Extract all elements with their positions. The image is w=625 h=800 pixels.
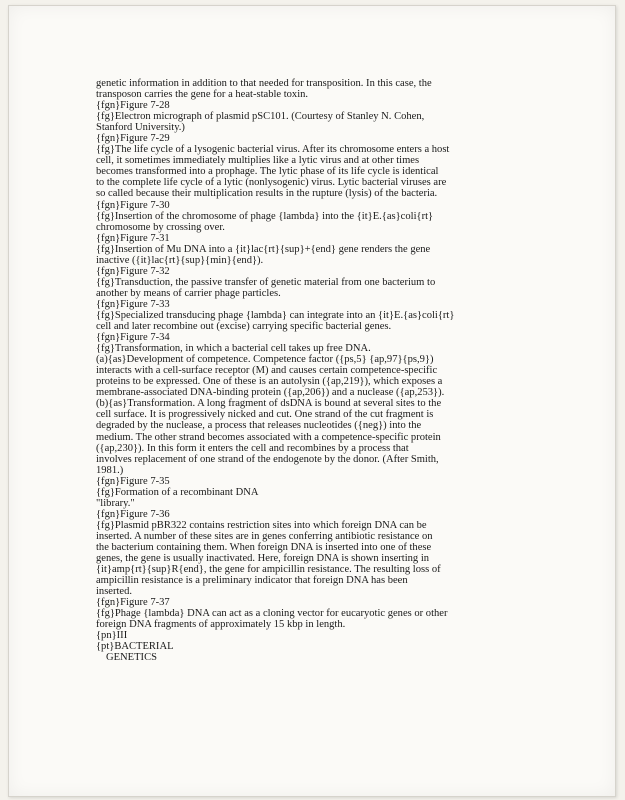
text-line: degraded by the nuclease, a process that releases nucleotides ({neg}) into the — [96, 420, 422, 432]
part-number: {pn}III — [96, 630, 128, 642]
text-line: chromosome by crossing over. — [96, 221, 225, 233]
text-line: inserted. A number of these sites are in genes conferring antibiotic resistance on — [96, 530, 433, 542]
text-line: medium. The other strand becomes associated with a competence-specific protein — [96, 431, 441, 443]
text-line: interacts with a cell-surface receptor (M) and causes certain competence-specific — [96, 365, 438, 377]
text-line: cell and later recombine out (excise) carrying specific bacterial genes. — [96, 321, 392, 333]
figure-caption: {fg}Specialized transducing phage {lambda} can integrate into an {it}E.{as}coli{rt} — [96, 309, 455, 321]
figure-number: {fgn}Figure 7-34 — [96, 332, 170, 344]
figure-number: {fgn}Figure 7-30 — [96, 199, 170, 211]
figure-caption: {fg}Insertion of Mu DNA into a {it}lac{rt}{sup}+{end} gene renders the gene — [96, 243, 431, 255]
text-line: inactive ({it}lac{rt}{sup}{min}{end}). — [96, 254, 264, 266]
document-text — [96, 78, 511, 663]
text-line: "library." — [96, 497, 135, 509]
part-title: {pt}BACTERIAL — [96, 641, 174, 653]
text-line: so called because their multiplication results in the rupture (lysis) of the bacteria. — [96, 188, 438, 200]
figure-number: {fgn}Figure 7-31 — [96, 232, 170, 244]
text-line: the bacterium containing them. When foreign DNA is inserted into one of these — [96, 541, 432, 553]
text-line: inserted. — [96, 586, 133, 598]
text-line: foreign DNA fragments of approximately 15 kbp in length. — [96, 619, 346, 631]
figure-caption: {fg}Insertion of the chromosome of phage {lambda} into the {it}E.{as}coli{rt} — [96, 210, 434, 222]
figure-caption: {fg}Transduction, the passive transfer of genetic material from one bacterium to — [96, 276, 436, 288]
text-line: cell surface. It is progressively nicked and cut. One strand of the cut fragment is — [96, 409, 434, 421]
part-title: GENETICS — [106, 652, 157, 664]
text-line: (a){as}Development of competence. Competence factor ({ps,5} {ap,97}{ps,9}) — [96, 354, 434, 366]
text-line: Stanford University.) — [96, 122, 185, 134]
text-line: another by means of carrier phage particles. — [96, 287, 281, 299]
text-line: cell, it sometimes immediately multiplies like a lytic virus and at other times — [96, 155, 420, 167]
text-line: membrane-associated DNA-binding protein ({ap,206}) and a nuclease ({ap,253}). — [96, 387, 445, 399]
text-line: ({ap,230}). In this form it enters the cell and recombines by a process that — [96, 442, 409, 454]
figure-caption: {fg}Transformation, in which a bacterial cell takes up free DNA. — [96, 343, 371, 355]
figure-caption: {fg}The life cycle of a lysogenic bacterial virus. After its chromosome enters a host — [96, 144, 450, 156]
figure-caption: {fg}Formation of a recombinant DNA — [96, 486, 259, 498]
figure-number: {fgn}Figure 7-35 — [96, 475, 170, 487]
text-line: ampicillin resistance is a preliminary indicator that foreign DNA has been — [96, 575, 408, 587]
text-line: genes, the gene is usually inactivated. Here, foreign DNA is shown inserting in — [96, 553, 430, 565]
figure-number: {fgn}Figure 7-29 — [96, 133, 170, 145]
text-line: transposon carries the gene for a heat-stable toxin. — [96, 89, 309, 101]
text-line: proteins to be expressed. One of these is an autolysin ({ap,219}), which exposes a — [96, 376, 443, 388]
text-line: {it}amp{rt}{sup}R{end}, the gene for ampicillin resistance. The resulting loss of — [96, 564, 441, 576]
text-line: (b){as}Transformation. A long fragment of dsDNA is bound at several sites to the — [96, 398, 442, 410]
text-line: involves replacement of one strand of the endogenote by the donor. (After Smith, — [96, 453, 439, 465]
text-line: to the complete life cycle of a lytic (nonlysogenic) virus. Lytic bacterial viruses are — [96, 177, 447, 189]
figure-number: {fgn}Figure 7-36 — [96, 508, 170, 520]
figure-number: {fgn}Figure 7-28 — [96, 100, 170, 112]
figure-caption: {fg}Phage {lambda} DNA can act as a cloning vector for eucaryotic genes or other — [96, 608, 448, 620]
text-line: genetic information in addition to that needed for transposition. In this case, the — [96, 78, 432, 89]
figure-number: {fgn}Figure 7-33 — [96, 298, 170, 310]
text-line: becomes transformed into a prophage. The lytic phase of its life cycle is identical — [96, 166, 439, 178]
figure-caption: {fg}Electron micrograph of plasmid pSC101. (Courtesy of Stanley N. Cohen, — [96, 111, 425, 123]
figure-number: {fgn}Figure 7-32 — [96, 265, 170, 277]
figure-number: {fgn}Figure 7-37 — [96, 597, 170, 609]
text-line: 1981.) — [96, 464, 124, 476]
figure-caption: {fg}Plasmid pBR322 contains restriction sites into which foreign DNA can be — [96, 519, 427, 531]
